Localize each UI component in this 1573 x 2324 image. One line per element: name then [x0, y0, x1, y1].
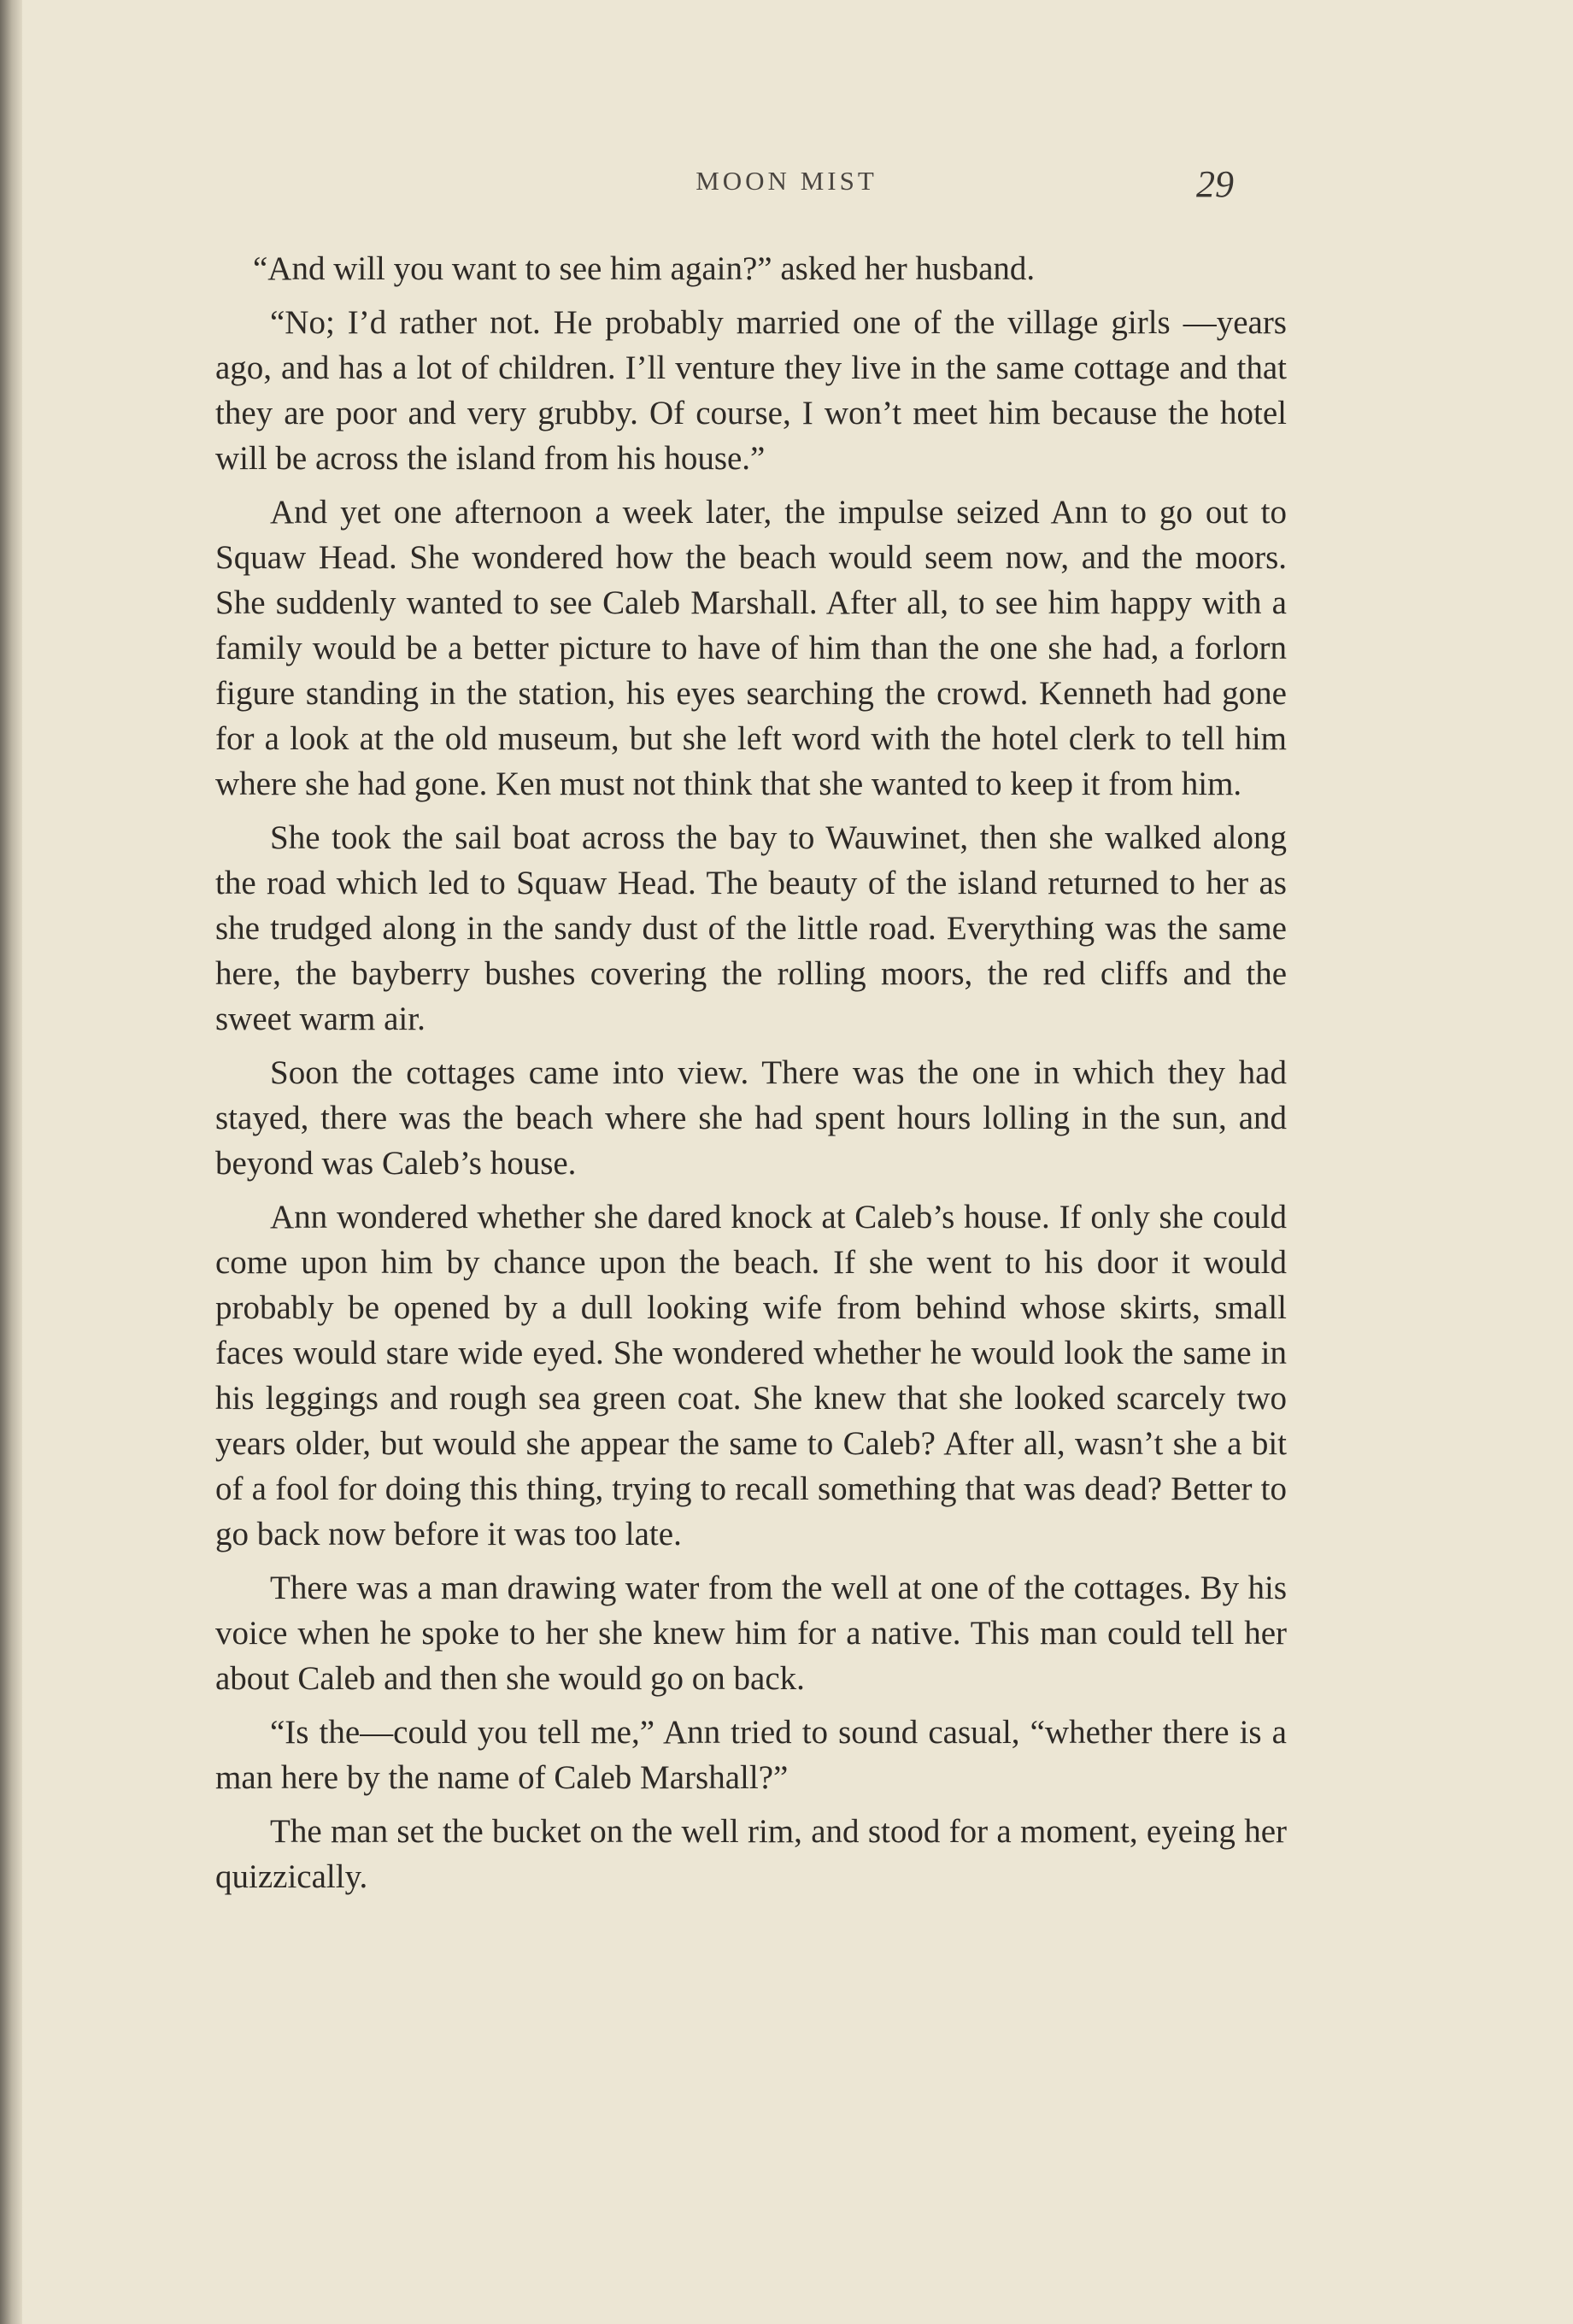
- paragraph: And yet one afternoon a week later, the impulse seized Ann to go out to Squaw Head. She wondered how the beach would seem now, and the moors. She suddenly wanted to see Caleb Marshall. After all, to see him happy with a family would be a better picture to have of him than the one she had, a forlorn figure standing in the station, his eyes searching the crowd. Kenneth had gone for a look at the old museum, but she left word with the hotel clerk to tell him where she had gone. Ken must not think that she wanted to keep it from him.: [215, 494, 1287, 802]
- running-head: [0, 162, 1573, 205]
- paragraph: “No; I’d rather not. He probably married one of the village girls —years ago, and has a lot of children. I’ll venture they live in the same cottage and that they are poor and very grubby. Of course, I won’t meet him because the hotel will be across the island from his house.”: [215, 304, 1287, 477]
- paragraph: There was a man drawing water from the well at one of the cottages. By his voice when he spoke to her she knew him for a native. This man could tell her about Caleb and then she would go on back.: [215, 1570, 1287, 1697]
- paragraph: “Is the—could you tell me,” Ann tried to sound casual, “whether there is a man here by the name of Caleb Marshall?”: [215, 1714, 1287, 1796]
- paragraph: She took the sail boat across the bay to Wauwinet, then she walked along the road which led to Squaw Head. The beauty of the island returned to her as she trudged along in the sandy dust of the little road. Everything was the same here, the bayberry bushes covering the rolling moors, the red cliffs and the sweet warm air.: [215, 819, 1287, 1037]
- paragraph: Soon the cottages came into view. There was the one in which they had stayed, there was the beach where she had spent hours lolling in the sun, and beyond was Caleb’s house.: [215, 1054, 1287, 1182]
- page-number: 29: [1196, 163, 1234, 205]
- page-binding-edge: [0, 0, 22, 2324]
- body-text: [215, 246, 1287, 1908]
- running-title: MOON MIST: [696, 166, 877, 196]
- paragraph: The man set the bucket on the well rim, and stood for a moment, eyeing her quizzically.: [215, 1813, 1287, 1895]
- paragraph: Ann wondered whether she dared knock at Caleb’s house. If only she could come upon him by chance upon the beach. If she went to his door it would probably be opened by a dull looking wife from behind whose skirts, small faces would stare wide eyed. She wondered whether he would look the same in his leggings and rough sea green coat. She knew that she looked scarcely two years older, but would she appear the same to Caleb? After all, wasn’t she a bit of a fool for doing this thing, trying to recall something that was dead? Better to go back now before it was too late.: [215, 1199, 1287, 1552]
- paragraph: “And will you want to see him again?” asked her husband.: [253, 250, 1036, 287]
